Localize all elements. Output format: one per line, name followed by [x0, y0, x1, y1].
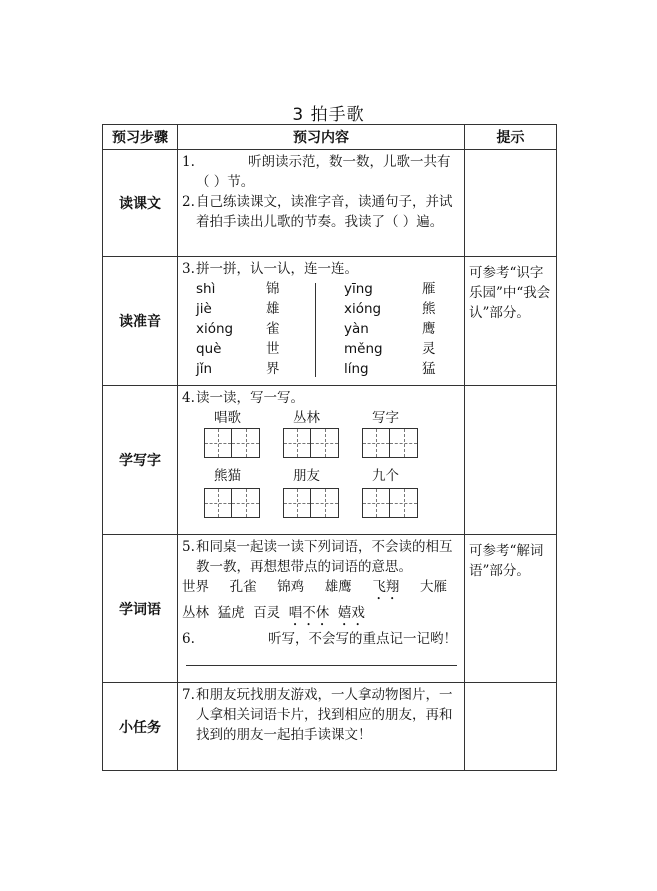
header-content: 预习内容: [178, 125, 465, 150]
writing-grid[interactable]: [283, 428, 339, 458]
hint-text: 可参考“识字乐园”中“我会认”部分。: [469, 265, 551, 321]
pinyin: yīng: [344, 281, 373, 297]
item-number: 7.: [182, 687, 195, 703]
writing-grid[interactable]: [204, 488, 260, 518]
vocab-word-dotted: 嬉戏: [337, 605, 365, 621]
left-pinyin-column: [196, 279, 233, 379]
table-row: [103, 150, 557, 257]
right-hanzi-column: [422, 279, 436, 379]
word-label: 唱歌: [214, 410, 241, 426]
item-text: 读一读，写一写。: [196, 390, 304, 406]
item-text: 听朗读示范，数一数，儿歌一共有（ ）节。: [196, 154, 451, 190]
item-text: 和朋友玩找朋友游戏，一人拿动物图片，一人拿相关词语卡片，找到相应的朋友，再和找到的朋友一起拍手读课文！: [196, 687, 453, 743]
item-number: 3.: [182, 261, 195, 277]
item-text: 自己练读课文，读准字音，读通句子，并试着拍手读出儿歌的节奏。我读了（ ）遍。: [196, 194, 453, 230]
vocab-word: 大雁: [419, 579, 447, 595]
hanzi: 世: [266, 341, 280, 357]
step-label: 读准音: [103, 257, 178, 386]
header-hint: 提示: [465, 125, 557, 150]
word-label: 九个: [372, 468, 399, 484]
content-cell: [178, 257, 465, 386]
hint-cell: [465, 150, 557, 257]
vocab-word-dotted: 飞翔: [372, 579, 400, 595]
item-text: 拼一拼，认一认，连一连。: [196, 261, 358, 277]
pinyin: líng: [344, 361, 369, 377]
vocab-word: 孔雀: [229, 579, 257, 595]
writing-grid[interactable]: [362, 428, 418, 458]
item-text: 听写，不会写的重点记一记哟！: [268, 631, 457, 647]
word-label: 写字: [372, 410, 399, 426]
pinyin: què: [196, 341, 222, 357]
hanzi: 雄: [266, 301, 280, 317]
task-item-1: [182, 152, 461, 192]
hint-text: [465, 150, 556, 158]
content-cell: [178, 683, 465, 771]
hint-cell: [465, 683, 557, 771]
pinyin: xióng: [196, 321, 234, 337]
pinyin: měng: [344, 341, 383, 357]
task-item-7: [182, 685, 461, 745]
item-number: 5.: [182, 539, 195, 555]
pinyin: yàn: [344, 321, 369, 337]
vocab-word: 猛虎: [217, 605, 245, 621]
table-row: [103, 535, 557, 683]
step-label: 学词语: [103, 535, 178, 683]
task-item-2: [182, 192, 461, 232]
hanzi: 锦: [266, 281, 280, 297]
vocab-line-2: [182, 603, 461, 629]
item-number: 4.: [182, 390, 195, 406]
step-label: 小任务: [103, 683, 178, 771]
vocab-word: 世界: [182, 579, 209, 595]
content-cell: [178, 535, 465, 683]
word-label: 朋友: [293, 468, 320, 484]
column-divider: [315, 283, 316, 377]
word-label: 丛林: [293, 410, 320, 426]
hanzi: 猛: [422, 361, 436, 377]
vocab-word: 百灵: [253, 605, 281, 621]
vocab-line-1: [182, 577, 461, 603]
pinyin: xióng: [344, 301, 382, 317]
hint-cell: [465, 535, 557, 683]
hint-text: [465, 386, 556, 394]
hanzi: 雁: [422, 281, 436, 297]
table-row: [103, 683, 557, 771]
vocab-word: 雄鹰: [324, 579, 352, 595]
table-header-row: [103, 125, 557, 150]
header-step: 预习步骤: [103, 125, 178, 150]
hint-text: [465, 683, 556, 691]
answer-line[interactable]: [186, 665, 457, 666]
content-cell: [178, 386, 465, 535]
vocab-word-dotted: 唱不休: [288, 605, 330, 621]
item-text: 和同桌一起读一读下列词语，不会读的相互教一教，再想想带点的词语的意思。: [196, 539, 453, 575]
task-item-6: [182, 629, 461, 649]
item-number: 2.: [182, 194, 195, 210]
hint-cell: [465, 386, 557, 535]
pinyin: shì: [196, 281, 216, 297]
hint-text: 可参考“解词语”部分。: [469, 543, 544, 579]
task-item-4: [182, 388, 461, 408]
item-number: 1.: [182, 154, 195, 170]
vocab-word: 锦鸡: [277, 579, 305, 595]
step-label: 学写字: [103, 386, 178, 535]
matching-area: [182, 279, 461, 383]
left-hanzi-column: [266, 279, 280, 379]
preview-table: [102, 124, 557, 771]
task-item-5: [182, 537, 461, 577]
hanzi: 熊: [422, 301, 436, 317]
vocab-word: 丛林: [182, 605, 209, 621]
page-title: 3 拍手歌: [292, 105, 365, 125]
step-label: 读课文: [103, 150, 178, 257]
writing-grid-area: [182, 408, 461, 528]
writing-grid[interactable]: [283, 488, 339, 518]
hanzi: 鹰: [422, 321, 436, 337]
pinyin: jǐn: [196, 361, 213, 377]
hint-cell: [465, 257, 557, 386]
content-cell: [178, 150, 465, 257]
right-pinyin-column: [344, 279, 383, 379]
hanzi: 界: [266, 361, 280, 377]
table-row: [103, 257, 557, 386]
hanzi: 灵: [422, 341, 436, 357]
word-label: 熊猫: [214, 468, 241, 484]
item-number: 6.: [182, 631, 195, 647]
writing-grid[interactable]: [204, 428, 260, 458]
hanzi: 雀: [266, 321, 280, 337]
task-item-3: [182, 259, 461, 279]
pinyin: jiè: [196, 301, 212, 317]
writing-grid[interactable]: [362, 488, 418, 518]
table-row: [103, 386, 557, 535]
